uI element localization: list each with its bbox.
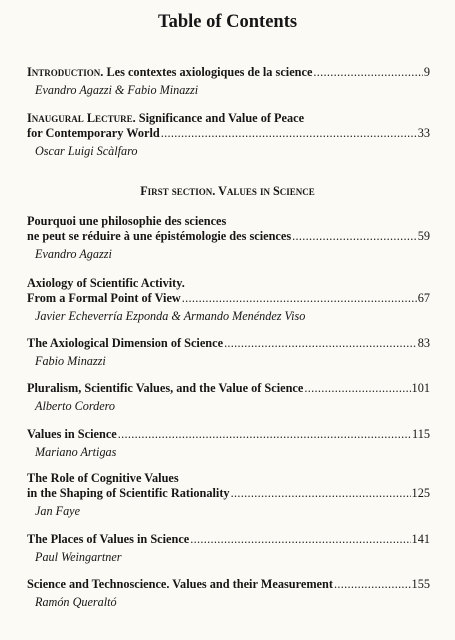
leader-dots	[224, 336, 417, 351]
leader-dots	[118, 427, 411, 442]
toc-entry-lead: Introduction.	[27, 65, 104, 79]
toc-entry-title: Les contextes axiologiques de la science	[106, 65, 313, 79]
toc-page-number: 83	[417, 336, 430, 350]
toc-entry-author: Oscar Luigi Scàlfaro	[35, 144, 138, 158]
toc-entry-title-line	[27, 229, 430, 244]
toc-entry-title-line	[27, 577, 430, 592]
toc-page-number: 59	[417, 229, 430, 243]
leader-dots	[190, 532, 410, 547]
toc-entry[interactable]	[27, 427, 430, 460]
toc-page-number: 125	[411, 486, 430, 500]
toc-entry-title-line	[27, 486, 430, 501]
toc-entry-lead: Inaugural Lecture.	[27, 111, 136, 125]
leader-dots	[231, 486, 411, 501]
toc-entry-inaugural-lecture[interactable]	[27, 111, 430, 159]
toc-entry-title-line	[27, 111, 430, 126]
toc-entry-author: Evandro Agazzi & Fabio Minazzi	[35, 83, 199, 97]
toc-entry-title-line	[27, 471, 430, 486]
toc-entry[interactable]	[27, 214, 430, 262]
toc-entry-author: Evandro Agazzi	[35, 247, 112, 261]
toc-entry-title-line	[27, 291, 430, 306]
toc-entry-title: Significance and Value of Peace	[138, 111, 305, 125]
leader-dots	[161, 126, 417, 141]
toc-entry-author: Mariano Artigas	[35, 445, 117, 459]
toc-entry-title: in the Shaping of Scientific Rationality	[27, 486, 230, 500]
toc-entry[interactable]	[27, 532, 430, 565]
toc-entry-title: From a Formal Point of View	[27, 291, 181, 305]
toc-entry-title-line	[27, 381, 430, 396]
toc-entry[interactable]	[27, 471, 430, 519]
toc-entry[interactable]	[27, 381, 430, 414]
toc-page-number: 33	[417, 126, 430, 140]
toc-page-number: 115	[412, 427, 430, 441]
toc-page-number: 141	[411, 532, 430, 546]
toc-entry-author: Paul Weingartner	[35, 550, 122, 564]
page-title: Table of Contents	[157, 12, 298, 32]
leader-dots	[313, 65, 422, 80]
toc-entry-author: Javier Echeverría Ezponda & Armando Menéndez Viso	[35, 309, 306, 323]
toc-entry-title-line	[27, 126, 430, 141]
section-heading: First section. Values in Science	[140, 184, 315, 198]
toc-entry-title: Values in Science	[27, 427, 117, 441]
toc-entry-title-line	[27, 214, 430, 229]
toc-entry-author: Alberto Cordero	[35, 399, 116, 413]
toc-entry-title-line	[27, 532, 430, 547]
toc-entry-title: for Contemporary World	[27, 126, 160, 140]
toc-entry-title: ne peut se réduire à une épistémologie des sciences	[27, 229, 292, 243]
leader-dots	[292, 229, 417, 244]
toc-entry-title: The Axiological Dimension of Science	[27, 336, 224, 350]
toc-entry-title: Science and Technoscience. Values and their Measurement	[27, 577, 333, 591]
toc-entry-title: The Places of Values in Science	[27, 532, 190, 546]
toc-page-number: 155	[411, 577, 430, 591]
leader-dots	[304, 381, 410, 396]
toc-page-number: 67	[417, 291, 430, 305]
toc-entry-title-line	[27, 276, 430, 291]
toc-entry-author: Ramón Queraltó	[35, 595, 117, 609]
toc-entry[interactable]	[27, 276, 430, 324]
toc-entry-title: Pourquoi une philosophie des sciences	[27, 214, 227, 228]
toc-page-number: 9	[423, 65, 430, 79]
leader-dots	[334, 577, 411, 592]
toc-entry-author: Jan Faye	[35, 504, 81, 518]
toc-entry-title-line	[27, 65, 430, 80]
toc-entry-title: The Role of Cognitive Values	[27, 471, 179, 485]
toc-entry-introduction[interactable]	[27, 65, 430, 98]
toc-entry-title-line	[27, 336, 430, 351]
toc-entry-title: Axiology of Scientific Activity.	[27, 276, 185, 290]
toc-entry[interactable]	[27, 577, 430, 610]
toc-page-number: 101	[411, 381, 430, 395]
toc-entry-author: Fabio Minazzi	[35, 354, 106, 368]
toc-entry-title: Pluralism, Scientific Values, and the Value of Science	[27, 381, 304, 395]
leader-dots	[182, 291, 417, 306]
toc-entry-title-line	[27, 427, 430, 442]
toc-entry[interactable]	[27, 336, 430, 369]
